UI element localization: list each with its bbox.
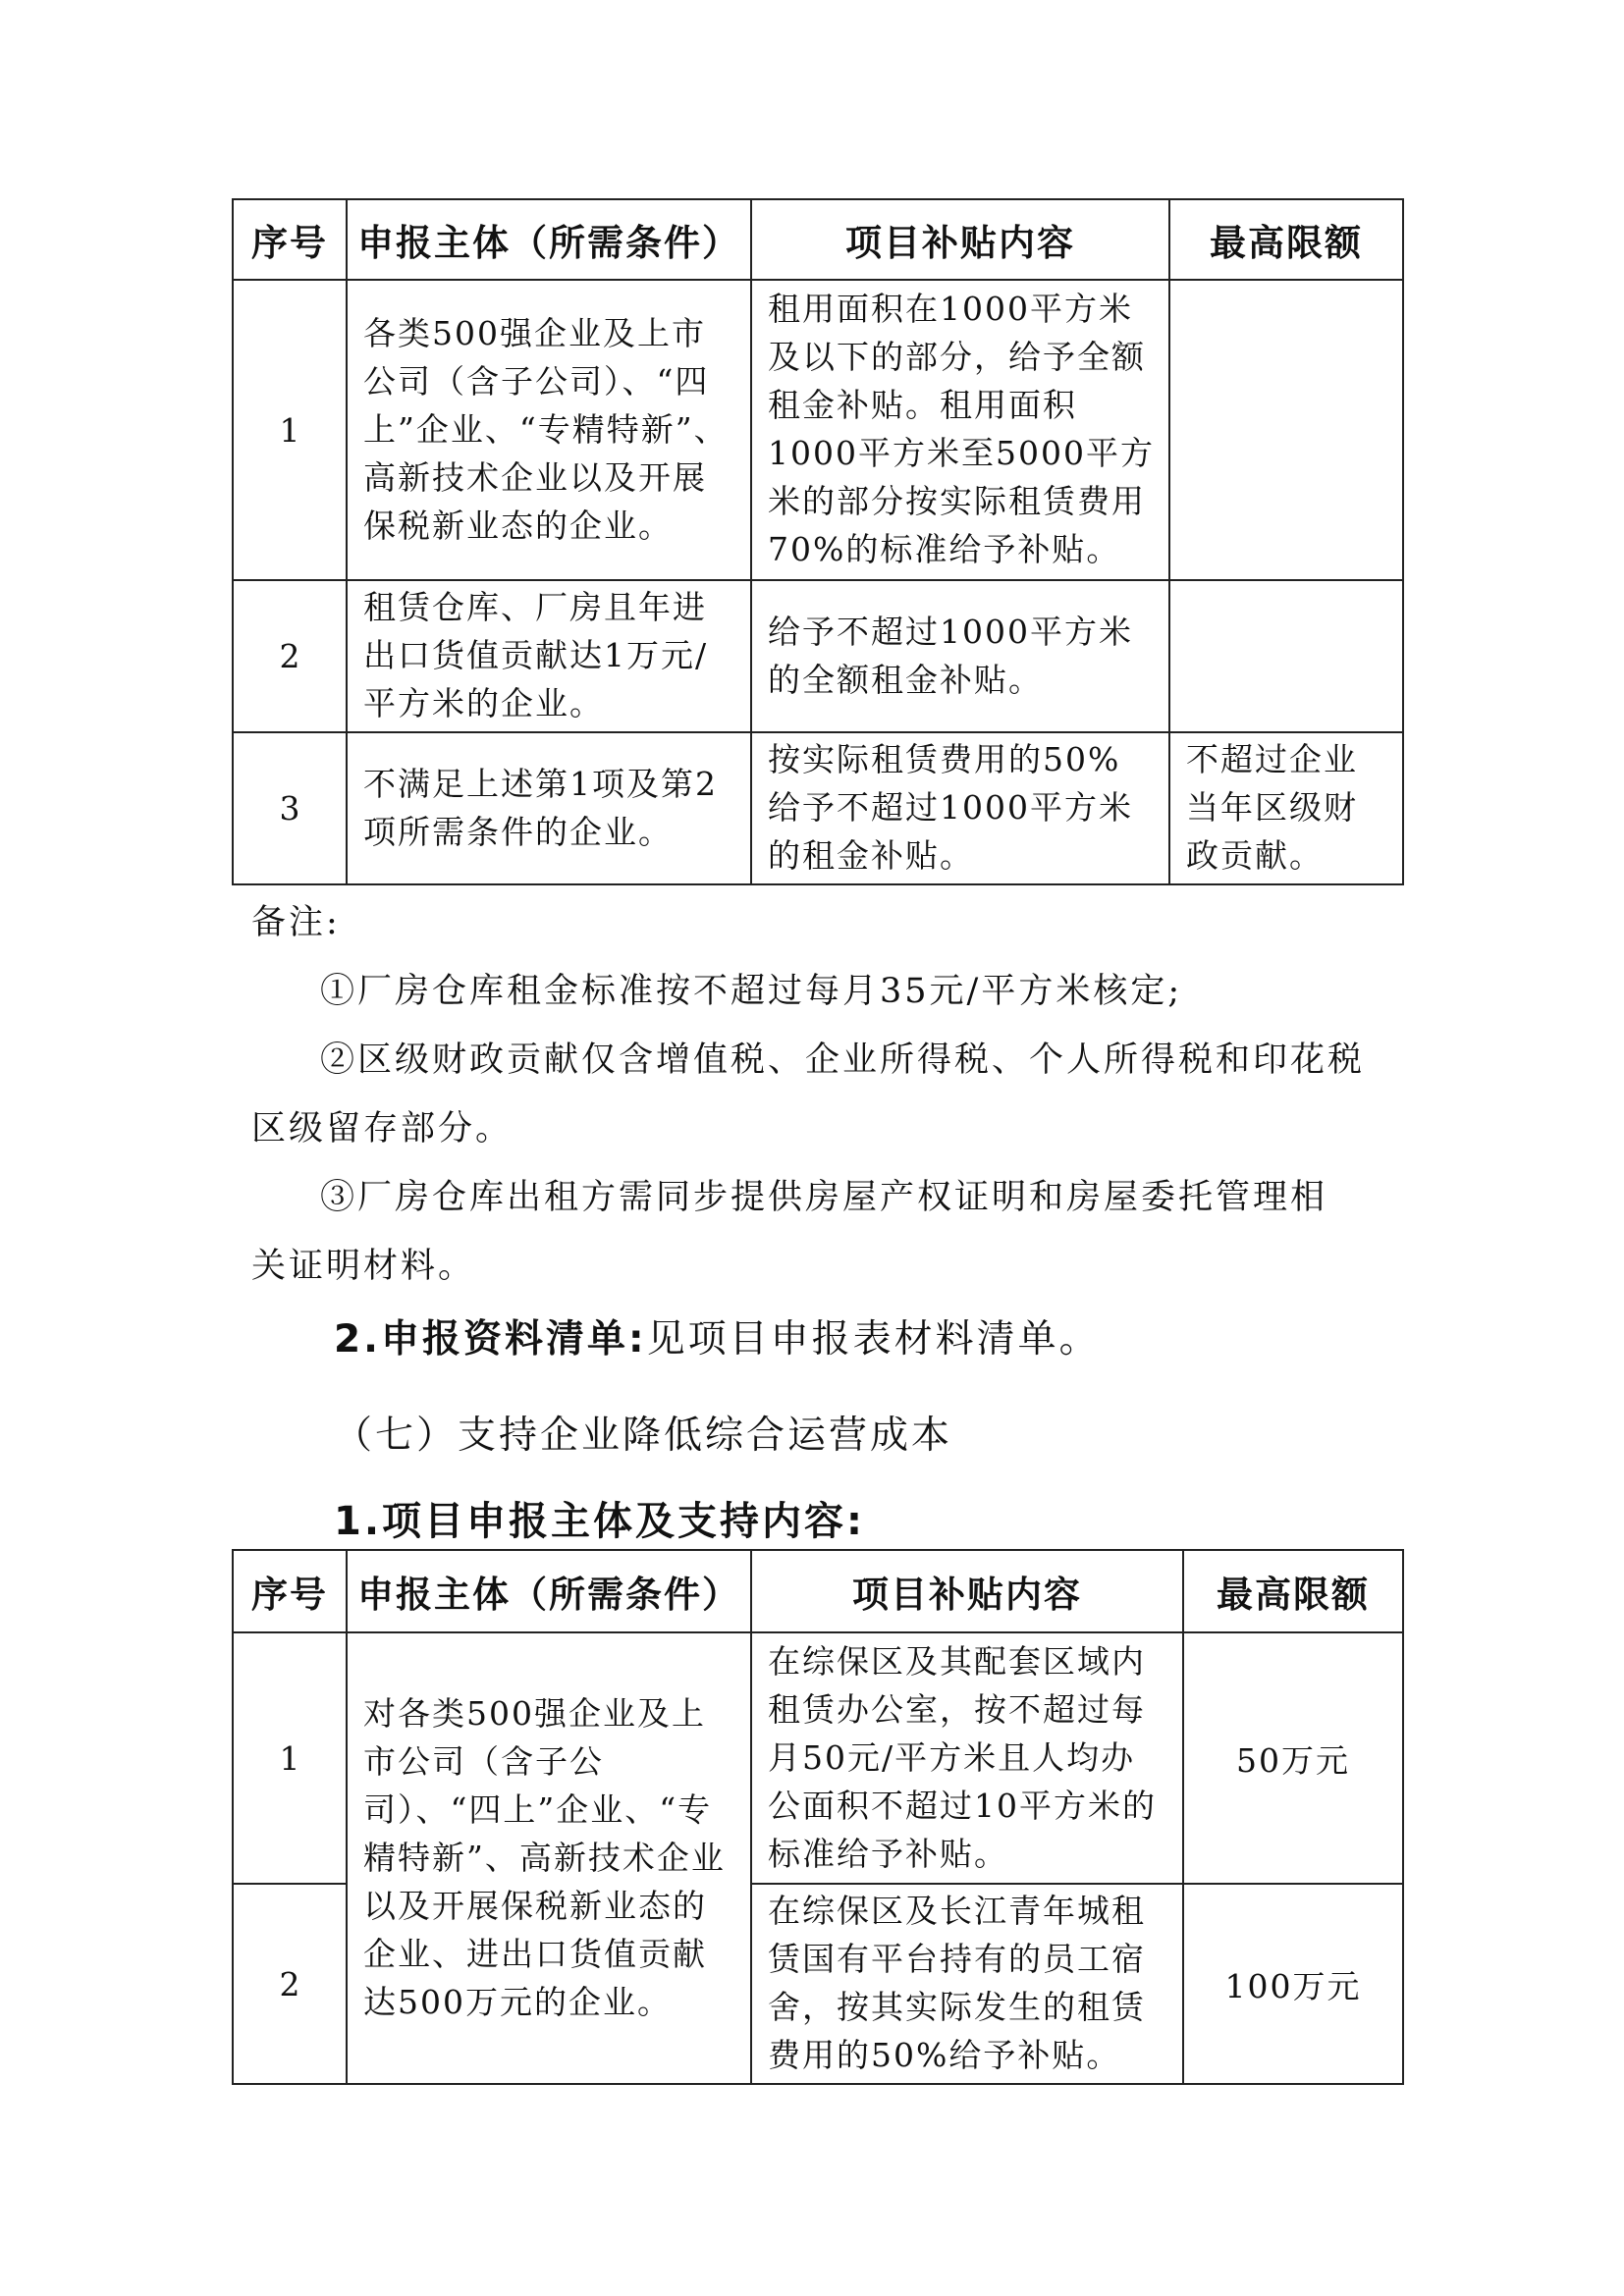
materials-line [334, 1306, 1101, 1374]
row-subject: 对各类500强企业及上市公司（含子公司）、“四上”企业、“专精特新”、高新技术企业以及开展保税新业态的企业、进出口货值贡献达500万元的企业。 [363, 1693, 726, 2021]
row-subject: 各类500强企业及上市公司（含子公司）、“四上”企业、“专精特新”、高新技术企业以及开展保税新业态的企业。 [363, 313, 729, 545]
row-no: 2 [233, 1884, 347, 2084]
subsidy-table-2 [232, 1549, 1404, 2085]
notes-label: 备注: [251, 903, 341, 942]
row-limit: 不超过企业当年区级财政贡献。 [1186, 740, 1358, 875]
row-limit-cell [1169, 732, 1403, 884]
row-subject: 不满足上述第1项及第2项所需条件的企业。 [363, 764, 718, 851]
header-no: 序号 [233, 1550, 347, 1632]
row-no: 1 [233, 1632, 347, 1884]
row-no: 3 [233, 732, 347, 884]
row-content: 按实际租赁费用的50%给予不超过1000平方米的租金补贴。 [768, 740, 1133, 875]
table-header-row [233, 199, 1403, 280]
row-content: 给予不超过1000平方米的全额租金补贴。 [768, 612, 1133, 699]
table-row [233, 1632, 1403, 1884]
note-item-3-line-2: 关证明材料。 [251, 1247, 476, 1286]
materials-text: 见项目申报表材料清单。 [646, 1317, 1101, 1362]
row-content: 租用面积在1000平方米及以下的部分，给予全额租金补贴。租用面积1000平方米至5000平方米的部分按实际租赁费用70%的标准给予补贴。 [768, 290, 1155, 568]
section-7-title: （七）支持企业降低综合运营成本 [334, 1414, 953, 1458]
table-row [233, 732, 1403, 884]
table-row [233, 580, 1403, 732]
row-subject-cell [347, 580, 751, 732]
row-content-cell [751, 580, 1169, 732]
note-item-2-line-1: ②区级财政贡献仅含增值税、企业所得税、个人所得税和印花税 [320, 1041, 1366, 1080]
row-limit: 50万元 [1183, 1632, 1403, 1884]
row-subject-cell [347, 280, 751, 580]
row-limit: 100万元 [1183, 1884, 1403, 2084]
row-content: 在综保区及长江青年城租赁国有平台持有的员工宿舍，按其实际发生的租赁费用的50%给予补贴。 [768, 1892, 1146, 2074]
header-limit: 最高限额 [1183, 1550, 1403, 1632]
header-no: 序号 [233, 199, 347, 280]
row-content-cell [751, 1632, 1183, 1884]
subsidy-table-1 [232, 198, 1404, 885]
shared-subject-cell [347, 1632, 751, 2084]
row-content: 在综保区及其配套区域内租赁办公室，按不超过每月50元/平方米且人均办公面积不超过10平方米的标准给予补贴。 [768, 1641, 1157, 1873]
section-7-subtitle: 1.项目申报主体及支持内容: [334, 1499, 866, 1544]
header-limit: 最高限额 [1169, 199, 1403, 280]
row-subject: 租赁仓库、厂房且年进出口货值贡献达1万元/平方米的企业。 [363, 588, 709, 722]
row-content-cell [751, 1884, 1183, 2084]
table-row [233, 280, 1403, 580]
header-content: 项目补贴内容 [751, 199, 1169, 280]
materials-label: 2.申报资料清单: [334, 1317, 647, 1362]
row-limit [1169, 280, 1403, 580]
note-item-2-line-2: 区级留存部分。 [251, 1109, 514, 1148]
header-subject: 申报主体（所需条件） [347, 199, 751, 280]
header-subject: 申报主体（所需条件） [347, 1550, 751, 1632]
row-content-cell [751, 732, 1169, 884]
row-limit [1169, 580, 1403, 732]
row-content-cell [751, 280, 1169, 580]
row-no: 2 [233, 580, 347, 732]
row-subject-cell [347, 732, 751, 884]
row-no: 1 [233, 280, 347, 580]
header-content: 项目补贴内容 [751, 1550, 1183, 1632]
note-item-1: ①厂房仓库租金标准按不超过每月35元/平方米核定; [320, 972, 1183, 1011]
table-header-row [233, 1550, 1403, 1632]
note-item-3-line-1: ③厂房仓库出租方需同步提供房屋产权证明和房屋委托管理相 [320, 1178, 1328, 1217]
